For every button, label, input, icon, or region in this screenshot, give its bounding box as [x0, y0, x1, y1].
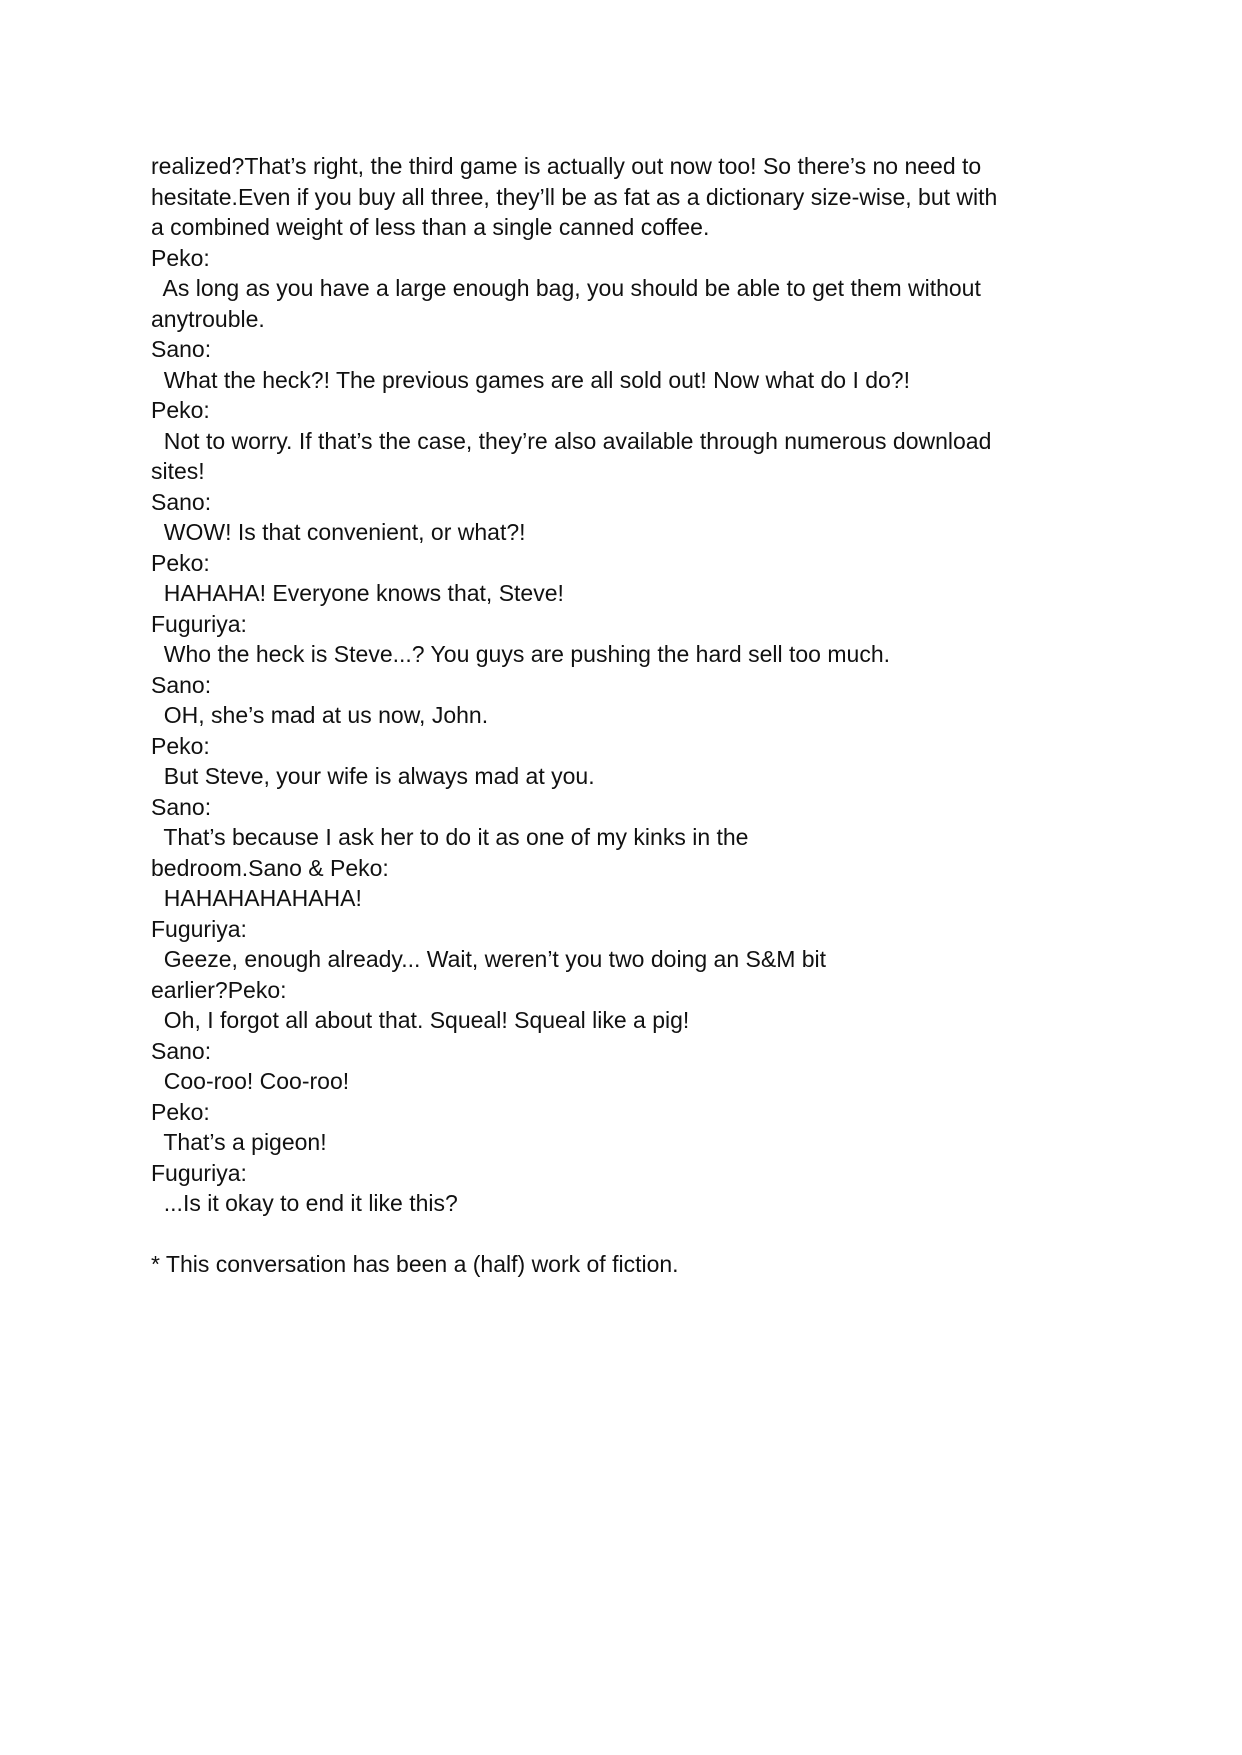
text-line: realized?That’s right, the third game is actually out now too! So there’s no need to — [151, 153, 982, 179]
dialogue-line: Coo-roo! Coo-roo! — [151, 1068, 350, 1094]
dialogue-line: That’s a pigeon! — [151, 1129, 327, 1155]
speaker-label: Peko: — [151, 244, 210, 271]
text-line: anytrouble. — [151, 305, 265, 332]
dialogue-line: Oh, I forgot all about that. Squeal! Squeal like a pig! — [151, 1007, 690, 1033]
dialogue-line: As long as you have a large enough bag, you should be able to get them without — [151, 275, 981, 301]
dialogue-line: ...Is it okay to end it like this? — [151, 1190, 458, 1216]
dialogue-line: HAHAHA! Everyone knows that, Steve! — [151, 580, 564, 606]
dialogue-line: WOW! Is that convenient, or what?! — [151, 519, 526, 545]
text-line: a combined weight of less than a single canned coffee. — [151, 214, 710, 240]
speaker-label: Sano: — [151, 336, 212, 362]
blank-line — [151, 1219, 1091, 1250]
text-line: earlier?Peko: — [151, 976, 287, 1003]
dialogue-line: Geeze, enough already... Wait, weren’t you two doing an S&M bit — [151, 946, 827, 972]
footnote: * This conversation has been a (half) work of fiction. — [151, 1251, 679, 1277]
dialogue-line: OH, she’s mad at us now, John. — [151, 702, 489, 728]
speaker-label: Sano: — [151, 671, 212, 698]
text-line: sites! — [151, 458, 205, 484]
speaker-label: Sano: — [151, 488, 212, 515]
speaker-label: Peko: — [151, 1098, 210, 1125]
speaker-label: Fuguriya: — [151, 915, 247, 942]
dialogue-line: But Steve, your wife is always mad at you. — [151, 763, 595, 789]
dialogue-line: That’s because I ask her to do it as one of my kinks in the — [151, 824, 749, 850]
speaker-label: Peko: — [151, 549, 210, 576]
speaker-label: Peko: — [151, 732, 210, 759]
speaker-label: Sano: — [151, 793, 212, 820]
speaker-label: Fuguriya: — [151, 1159, 247, 1186]
speaker-label: Peko: — [151, 397, 210, 423]
speaker-label: Fuguriya: — [151, 610, 247, 637]
dialogue-text-block — [151, 151, 1091, 1280]
dialogue-line: Not to worry. If that’s the case, they’re also available through numerous download — [151, 427, 992, 454]
dialogue-line: What the heck?! The previous games are all sold out! Now what do I do?! — [151, 366, 910, 393]
dialogue-line: HAHAHAHAHAHA! — [151, 885, 362, 911]
speaker-label: Sano: — [151, 1037, 212, 1064]
text-line: hesitate.Even if you buy all three, they’ll be as fat as a dictionary size-wise, but with — [151, 183, 998, 210]
dialogue-line: Who the heck is Steve...? You guys are pushing the hard sell too much. — [151, 641, 890, 667]
text-line: bedroom.Sano & Peko: — [151, 854, 389, 881]
